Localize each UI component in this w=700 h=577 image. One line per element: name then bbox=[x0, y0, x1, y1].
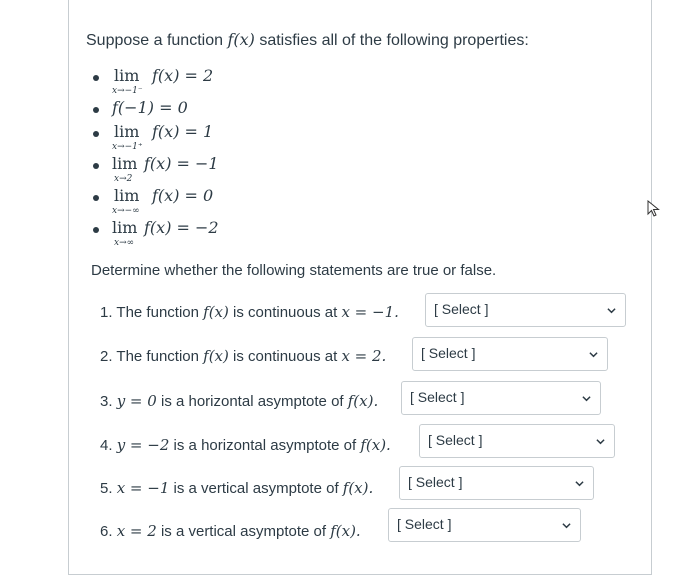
bullet bbox=[93, 195, 99, 201]
question-text: The function bbox=[116, 348, 204, 365]
select-placeholder: [ Select ] bbox=[410, 389, 465, 405]
chevron-down-icon bbox=[562, 521, 571, 530]
bullet bbox=[93, 163, 99, 169]
question-text: is continuous at bbox=[228, 304, 342, 321]
chevron-down-icon bbox=[607, 306, 616, 315]
question-text: The function bbox=[116, 304, 204, 321]
intro-text bbox=[86, 30, 529, 50]
chevron-down-icon bbox=[589, 350, 598, 359]
answer-select-6[interactable] bbox=[388, 508, 581, 542]
bullet bbox=[93, 107, 99, 113]
property-expression: f(−1) = 0 bbox=[112, 98, 188, 117]
property-expression: f(x) = 1 bbox=[152, 122, 214, 141]
question-number: 3. bbox=[100, 393, 113, 410]
lim-subscript: x→−∞ bbox=[112, 206, 140, 216]
math-expression: f(x). bbox=[342, 479, 374, 497]
question-2 bbox=[100, 347, 386, 365]
question-text: is a horizontal asymptote of bbox=[156, 393, 348, 410]
answer-select-4[interactable] bbox=[419, 424, 615, 458]
question-5 bbox=[100, 479, 373, 497]
question-text: is a vertical asymptote of bbox=[156, 523, 331, 540]
answer-select-3[interactable] bbox=[401, 381, 601, 415]
chevron-down-icon bbox=[575, 479, 584, 488]
math-expression: f(x). bbox=[347, 392, 379, 410]
question-number: 5. bbox=[100, 480, 113, 497]
lim-operator: lim bbox=[114, 122, 140, 141]
select-placeholder: [ Select ] bbox=[434, 301, 489, 317]
question-number: 4. bbox=[100, 437, 113, 454]
lim-operator: lim bbox=[112, 218, 138, 237]
question-text: is a vertical asymptote of bbox=[169, 480, 343, 497]
math-expression: x = −1 bbox=[116, 479, 170, 497]
math-expression: y = −2 bbox=[116, 436, 170, 454]
question-4 bbox=[100, 436, 391, 454]
property-expression: f(x) = −2 bbox=[144, 218, 219, 237]
question-text: is a horizontal asymptote of bbox=[169, 437, 361, 454]
question-1 bbox=[100, 303, 399, 321]
math-expression: y = 0 bbox=[116, 392, 157, 410]
bullet bbox=[93, 75, 99, 81]
question-6 bbox=[100, 522, 361, 540]
question-3 bbox=[100, 392, 378, 410]
math-expression: f(x) bbox=[203, 303, 229, 321]
chevron-down-icon bbox=[596, 437, 605, 446]
math-expression: x = 2. bbox=[341, 347, 387, 365]
property-expression: f(x) = −1 bbox=[144, 154, 219, 173]
lim-subscript: x→∞ bbox=[114, 238, 135, 248]
lim-operator: lim bbox=[114, 186, 140, 205]
math-expression: f(x). bbox=[330, 522, 361, 540]
mouse-cursor-icon bbox=[647, 200, 661, 218]
lim-subscript: x→2 bbox=[114, 174, 133, 184]
lim-operator: lim bbox=[114, 66, 140, 85]
lim-subscript: x→−1⁺ bbox=[112, 142, 143, 152]
math-expression: f(x). bbox=[360, 436, 391, 454]
select-placeholder: [ Select ] bbox=[408, 474, 463, 490]
select-placeholder: [ Select ] bbox=[397, 516, 452, 532]
question-number: 6. bbox=[100, 523, 113, 540]
intro-fx: f(x) bbox=[227, 30, 255, 49]
intro-post: satisfies all of the following properties: bbox=[254, 32, 529, 49]
lim-subscript: x→−1⁻ bbox=[112, 86, 143, 96]
select-placeholder: [ Select ] bbox=[421, 345, 476, 361]
intro-pre: Suppose a function bbox=[86, 32, 228, 49]
lim-operator: lim bbox=[112, 154, 138, 173]
select-placeholder: [ Select ] bbox=[428, 432, 483, 448]
chevron-down-icon bbox=[582, 394, 591, 403]
question-number: 1. bbox=[100, 304, 113, 321]
answer-select-5[interactable] bbox=[399, 466, 594, 500]
bullet bbox=[93, 131, 99, 137]
property-expression: f(x) = 2 bbox=[152, 66, 214, 85]
math-expression: x = −1. bbox=[341, 303, 399, 321]
math-expression: f(x) bbox=[203, 347, 229, 365]
question-text: is continuous at bbox=[228, 348, 342, 365]
bullet bbox=[93, 227, 99, 233]
math-expression: x = 2 bbox=[116, 522, 157, 540]
instruction-text: Determine whether the following statements are true or false. bbox=[91, 262, 497, 279]
answer-select-2[interactable] bbox=[412, 337, 608, 371]
question-number: 2. bbox=[100, 348, 113, 365]
answer-select-1[interactable] bbox=[425, 293, 626, 327]
property-expression: f(x) = 0 bbox=[152, 186, 214, 205]
